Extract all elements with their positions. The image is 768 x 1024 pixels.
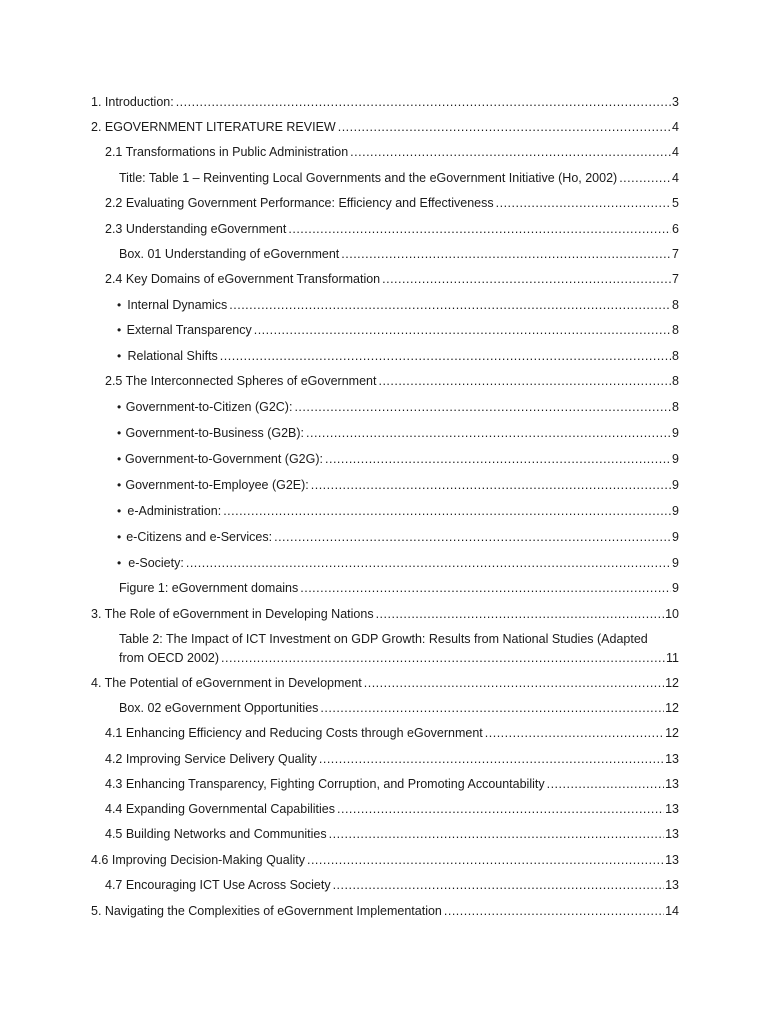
toc-leader (306, 425, 671, 441)
toc-page: 3 (672, 95, 679, 109)
toc-page: 9 (672, 556, 679, 570)
toc-page: 11 (666, 651, 679, 665)
toc-leader (229, 297, 671, 313)
toc-label: 4.4 Expanding Governmental Capabilities (105, 802, 335, 816)
toc-page: 6 (672, 222, 679, 236)
toc-leader (338, 119, 671, 135)
toc-label: 4.5 Building Networks and Communities (105, 827, 327, 841)
toc-leader (223, 503, 671, 519)
toc-page: 8 (672, 349, 679, 363)
toc-entry[interactable] (91, 94, 679, 110)
toc-page: 14 (665, 904, 679, 918)
toc-page: 9 (672, 452, 679, 466)
toc-entry[interactable] (105, 144, 679, 160)
toc-page: 13 (665, 752, 679, 766)
toc-page: 13 (665, 777, 679, 791)
toc-entry[interactable] (119, 170, 679, 186)
toc-page: 8 (672, 323, 679, 337)
toc-leader (325, 451, 671, 467)
toc-label: 2.3 Understanding eGovernment (105, 222, 287, 236)
toc-page: 8 (672, 400, 679, 414)
toc-leader (274, 529, 671, 545)
toc-page: 4 (672, 171, 679, 185)
toc-entry[interactable] (105, 271, 679, 287)
toc-entry[interactable] (117, 425, 679, 441)
toc-entry[interactable] (117, 555, 679, 571)
toc-label: 4.1 Enhancing Efficiency and Reducing Costs through eGovernment (105, 726, 483, 740)
toc-entry[interactable] (91, 119, 679, 135)
toc-label: Government-to-Citizen (G2C): (125, 400, 293, 414)
toc-entry[interactable] (117, 503, 679, 519)
bullet-icon: • (117, 530, 122, 544)
toc-label: 4.7 Encouraging ICT Use Across Society (105, 878, 331, 892)
bullet-icon: • (117, 504, 122, 518)
toc-leader (300, 580, 671, 596)
toc-entry[interactable] (119, 700, 679, 716)
toc-label: 2. EGOVERNMENT LITERATURE REVIEW (91, 120, 336, 134)
toc-page: 9 (672, 426, 679, 440)
toc-entry[interactable] (105, 776, 679, 792)
toc-page: 7 (672, 247, 679, 261)
toc-entry[interactable] (105, 195, 679, 211)
toc-label: e-Citizens and e-Services: (126, 530, 273, 544)
toc-entry[interactable] (119, 650, 679, 666)
toc-leader (176, 94, 671, 110)
toc-entry[interactable] (117, 529, 679, 545)
toc-leader (220, 348, 671, 364)
toc-label: 4. The Potential of eGovernment in Development (91, 676, 362, 690)
toc-label: Government-to-Business (G2B): (125, 426, 305, 440)
toc-entry[interactable] (91, 675, 679, 691)
toc-label: 4.6 Improving Decision-Making Quality (91, 853, 305, 867)
toc-leader (496, 195, 671, 211)
toc-label: 5. Navigating the Complexities of eGovernment Implementation (91, 904, 442, 918)
toc-entry[interactable] (117, 451, 679, 467)
toc-entry[interactable] (91, 606, 679, 622)
toc-label: 2.5 The Interconnected Spheres of eGovernment (105, 374, 377, 388)
toc-label: e-Society: (128, 556, 184, 570)
toc-label: 2.2 Evaluating Government Performance: Efficiency and Effectiveness (105, 196, 494, 210)
toc-leader (329, 826, 664, 842)
toc-label: Government-to-Government (G2G): (125, 452, 323, 466)
toc-entry[interactable] (117, 348, 679, 364)
toc-entry[interactable] (119, 580, 679, 596)
toc-leader (311, 477, 671, 493)
toc-leader (382, 271, 671, 287)
toc-page: 9 (672, 530, 679, 544)
toc-entry[interactable] (105, 221, 679, 237)
toc-leader (364, 675, 664, 691)
toc-leader (221, 650, 665, 666)
toc-page: 13 (665, 802, 679, 816)
toc-leader (444, 903, 664, 919)
toc-page: 9 (672, 478, 679, 492)
toc-entry[interactable] (105, 373, 679, 389)
toc-page: 8 (672, 298, 679, 312)
toc-page: 5 (672, 196, 679, 210)
bullet-icon: • (117, 478, 122, 492)
toc-leader (376, 606, 665, 622)
toc-label: 2.1 Transformations in Public Administration (105, 145, 349, 159)
toc-label: Box. 02 eGovernment Opportunities (119, 701, 319, 715)
toc-leader (320, 700, 664, 716)
toc-leader (186, 555, 671, 571)
bullet-icon: • (117, 323, 122, 337)
toc-entry[interactable] (105, 801, 679, 817)
toc-leader (341, 246, 671, 262)
toc-page: 13 (665, 853, 679, 867)
toc-label: External Transparency (126, 323, 252, 337)
toc-label: Title: Table 1 – Reinventing Local Governments and the eGovernment Initiative (Ho, 2002) (119, 171, 618, 185)
toc-leader (333, 877, 665, 893)
toc-entry[interactable] (117, 399, 679, 415)
bullet-icon: • (117, 556, 122, 570)
toc-entry[interactable] (117, 477, 679, 493)
toc-page: 7 (672, 272, 679, 286)
toc-page: 9 (672, 581, 679, 595)
toc-leader (547, 776, 664, 792)
toc-leader (619, 170, 671, 186)
toc-entry[interactable] (91, 903, 679, 919)
bullet-icon: • (117, 298, 122, 312)
toc-entry[interactable] (117, 297, 679, 313)
toc-label: e-Administration: (127, 504, 222, 518)
toc-leader (294, 399, 671, 415)
toc-label: 3. The Role of eGovernment in Developing Nations (91, 607, 374, 621)
toc-page: 9 (672, 504, 679, 518)
toc-page: 4 (672, 145, 679, 159)
toc-page: 8 (672, 374, 679, 388)
toc-entry[interactable] (105, 877, 679, 893)
toc-label: from OECD 2002) (119, 651, 220, 665)
bullet-icon: • (117, 400, 122, 414)
toc-leader (307, 852, 664, 868)
toc-page: 10 (665, 607, 679, 621)
toc-entry[interactable] (119, 246, 679, 262)
toc-entry[interactable] (105, 826, 679, 842)
toc-leader (319, 751, 664, 767)
toc-label: 4.2 Improving Service Delivery Quality (105, 752, 317, 766)
toc-page: 13 (665, 878, 679, 892)
toc-label: 1. Introduction: (91, 95, 174, 109)
toc-entry[interactable] (117, 322, 679, 338)
toc-label: Relational Shifts (127, 349, 218, 363)
toc-label: Box. 01 Understanding of eGovernment (119, 247, 340, 261)
toc-entry[interactable] (105, 725, 679, 741)
toc-leader (378, 373, 671, 389)
toc-page: 12 (665, 726, 679, 740)
toc-label-line1[interactable]: Table 2: The Impact of ICT Investment on GDP Growth: Results from National Studies (Adapted (119, 632, 648, 646)
toc-page: 12 (665, 701, 679, 715)
bullet-icon: • (117, 349, 122, 363)
toc-label: 4.3 Enhancing Transparency, Fighting Corruption, and Promoting Accountability (105, 777, 545, 791)
toc-leader (288, 221, 671, 237)
toc-entry[interactable] (105, 751, 679, 767)
toc-leader (350, 144, 671, 160)
bullet-icon: • (117, 426, 122, 440)
toc-label: Government-to-Employee (G2E): (125, 478, 309, 492)
toc-label: Internal Dynamics (127, 298, 228, 312)
toc-leader (254, 322, 671, 338)
toc-page: 4 (672, 120, 679, 134)
toc-page: 13 (665, 827, 679, 841)
toc-leader (485, 725, 664, 741)
toc-label: 2.4 Key Domains of eGovernment Transformation (105, 272, 381, 286)
toc-page: 12 (665, 676, 679, 690)
bullet-icon: • (117, 452, 122, 466)
toc-label: Figure 1: eGovernment domains (119, 581, 299, 595)
toc-leader (337, 801, 664, 817)
toc-entry[interactable] (91, 852, 679, 868)
